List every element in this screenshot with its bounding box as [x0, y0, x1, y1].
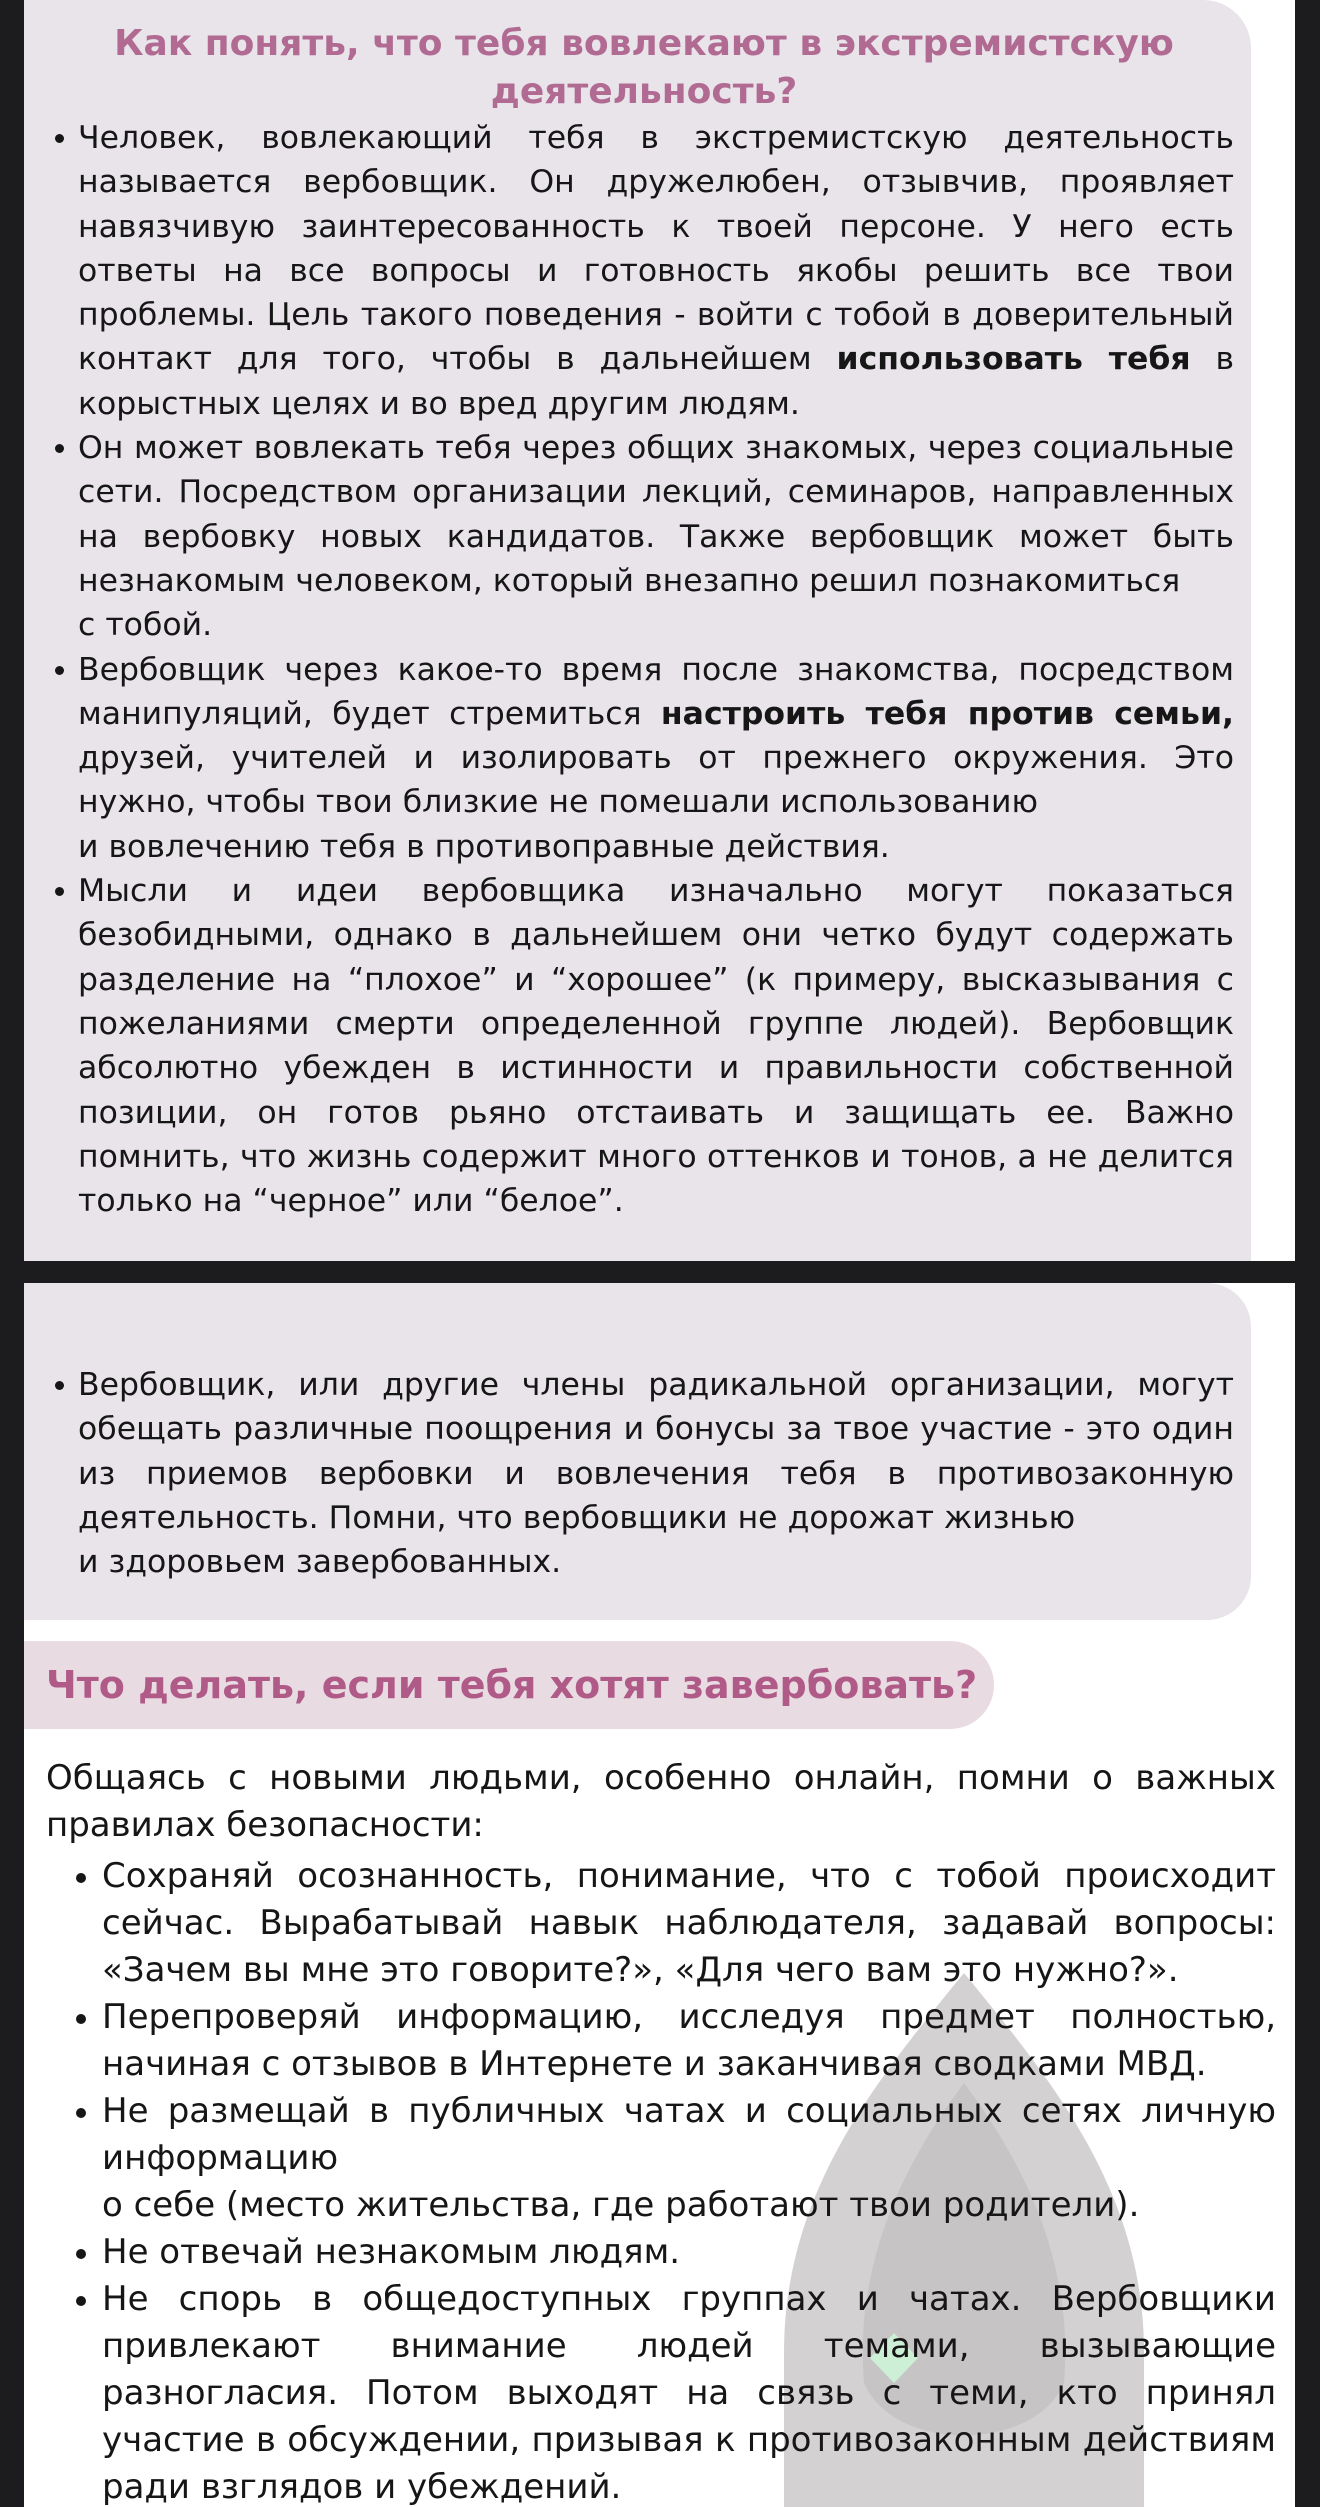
list-item [54, 1363, 1234, 1584]
item-text: Человек, вовлекающий тебя в экстремистскую деятельность называется вербовщик. Он дружелюбен, отзывчив, проявляет навязчивую заинтересованность к твоей персоне. У него есть ответы на все вопросы и готовность якобы решить все твои проблемы. Цель такого поведения - войти с тобой в доверительный контакт для того, чтобы в дальнейшем [78, 120, 1234, 378]
info-card [24, 1283, 1251, 1620]
section-heading [24, 1641, 994, 1729]
item-text: друзей, учителей и изолировать от прежнего окружения. Это нужно, чтобы твои близкие не помешали использованию [78, 740, 1234, 821]
rule-text: Перепроверяй информацию, исследуя предмет полностью, начиная с отзывов в Интернете и заканчивая сводками МВД. [102, 1997, 1276, 2084]
rule-text: Не отвечай незнакомым людям. [102, 2232, 681, 2272]
safety-rules-list [46, 1853, 1276, 2507]
item-bold-text: использовать тебя [836, 341, 1191, 378]
intro-text: Общаясь с новыми людьми, особенно онлайн, помни о важных правилах безопасности: [46, 1758, 1276, 1845]
list-item [46, 2229, 1276, 2276]
item-bold-text: настроить тебя против семьи, [660, 695, 1234, 732]
page-one [24, 0, 1295, 1261]
list-item [46, 1994, 1276, 2088]
item-text: в корыстных целях и во вред другим людям. [78, 341, 1235, 422]
list-item [46, 2088, 1276, 2229]
list-item [46, 1853, 1276, 1994]
signs-list-continued [54, 1363, 1234, 1584]
item-text: Он может вовлекать тебя через общих знакомых, через социальные сети. Посредством организации лекций, семинаров, направленных на вербовку новых кандидатов. Также вербовщик может быть незнакомым человеком, который внезапно решил познакомиться [78, 430, 1234, 599]
info-card [24, 0, 1251, 1261]
list-item [54, 869, 1234, 1223]
list-item [46, 2276, 1276, 2507]
list-item [54, 116, 1234, 426]
item-text: Вербовщик, или другие члены радикальной организации, могут обещать различные поощрения и бонусы за твое участие - это один из приемов вербовки и вовлечения тебя в противозаконную деятельность. Помни, что вербовщики не дорожат жизнью [78, 1367, 1234, 1536]
signs-list [54, 116, 1234, 1223]
rule-text-tail: о себе (место жительства, где работают твои родители). [102, 2185, 1140, 2225]
item-text-tail: и вовлечению тебя в противоправные действия. [78, 828, 890, 865]
rule-text: Не спорь в общедоступных группах и чатах. Вербовщики привлекают внимание людей темами, вызывающие разногласия. Потом выходят на связь с теми, кто принял участие в обсуждении, призывая к противозаконным действиям ради взглядов и убеждений. [102, 2279, 1276, 2507]
card-title: Как понять, что тебя вовлекают в экстремистскую деятельность? [114, 23, 1174, 112]
item-text: Вербовщик через какое-то время после знакомства, посредством манипуляций, будет стремиться [78, 651, 1234, 732]
item-text-tail: с тобой. [78, 607, 213, 644]
item-text: Мысли и идеи вербовщика изначально могут показаться безобидными, однако в дальнейшем они четко будут содержать разделение на “плохое” и “хорошее” (к примеру, высказывания с пожеланиями смерти определенной группе людей). Вербовщик абсолютно убежден в истинности и правильности собственной позиции, он готов рьяно отстаивать и защищать ее. Важно помнить, что жизнь содержит много оттенков и тонов, а не делится только на “черное” или “белое”. [78, 873, 1234, 1220]
section-heading-text: Что делать, если тебя хотят завербовать? [46, 1663, 978, 1707]
list-item [54, 426, 1234, 647]
item-text-tail: и здоровьем завербованных. [78, 1544, 562, 1581]
rule-text: Сохраняй осознанность, понимание, что с тобой происходит сейчас. Вырабатывай навык наблюдателя, задавай вопросы: «Зачем вы мне это говорите?», «Для чего вам это нужно?». [102, 1856, 1276, 1990]
list-item [54, 648, 1234, 869]
page-two [24, 1283, 1295, 2507]
rule-text: Не размещай в публичных чатах и социальных сетях личную информацию [102, 2091, 1276, 2178]
